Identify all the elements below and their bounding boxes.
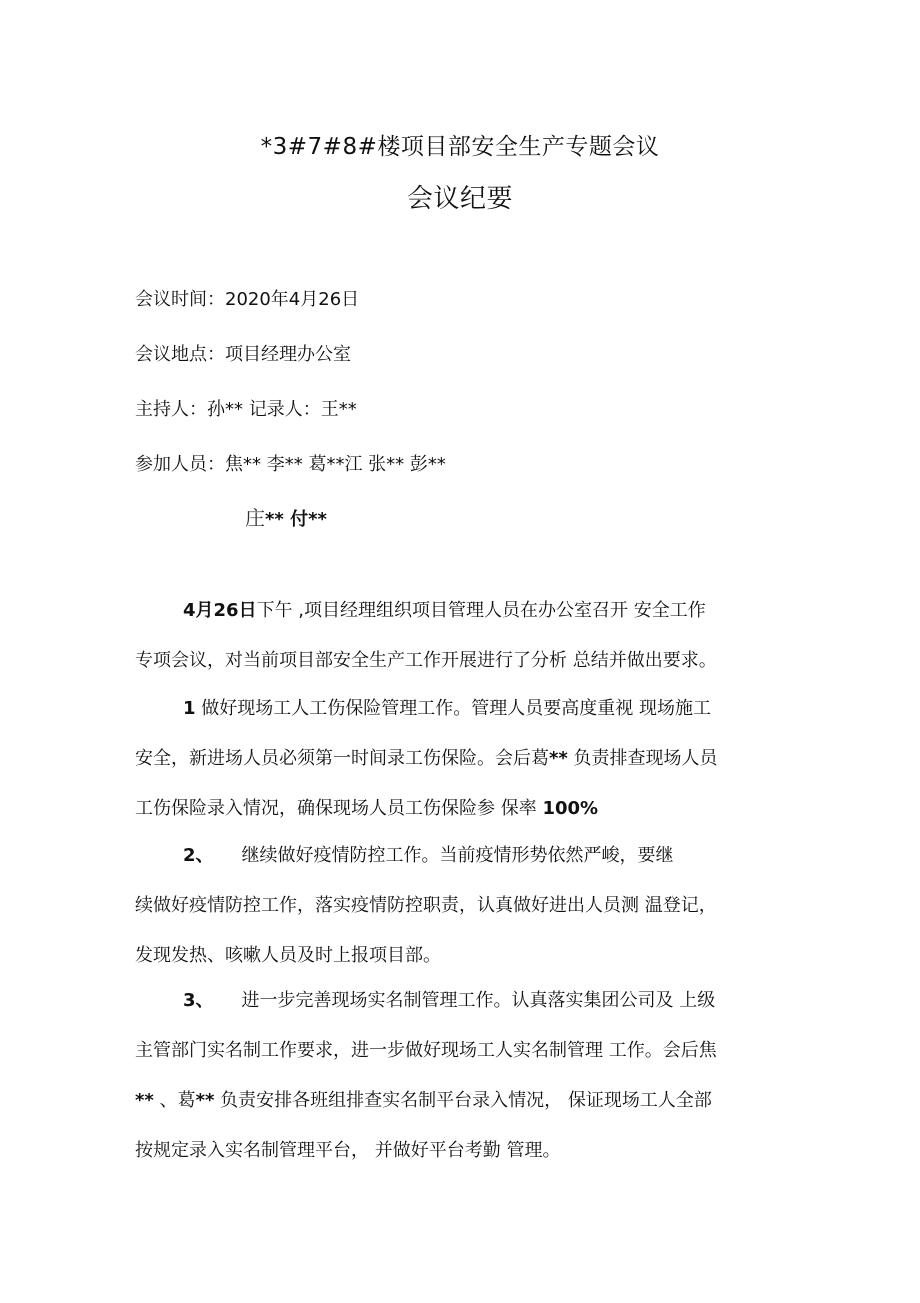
item-3-line3-bold-a: ** bbox=[135, 1090, 154, 1111]
item-3-line2: 主管部门实名制工作要求，进一步做好现场工人实名制管理 工作。会后焦 bbox=[135, 1040, 717, 1061]
attendees-continued-a: 庄 bbox=[245, 506, 265, 530]
item-3-line3-mid: 、葛 bbox=[153, 1090, 196, 1111]
item-2-line1: 继续做好疫情防控工作。当前疫情形势依然严峻，要继 bbox=[241, 845, 674, 866]
intro-line2: 专项会议，对当前项目部安全生产工作开展进行了分析 总结并做出要求。 bbox=[135, 650, 717, 671]
item-2-number: 2、 bbox=[183, 845, 214, 866]
meeting-location-label: 会议地点： bbox=[135, 344, 225, 365]
intro-paragraph bbox=[135, 598, 785, 698]
item-3-line3-bold-b: ** bbox=[195, 1090, 215, 1111]
item-2-line2: 续做好疫情防控工作，落实疫情防控职责，认真做好进出人员测 温登记， bbox=[135, 895, 717, 916]
attendees-label: 参加人员： bbox=[135, 454, 225, 475]
intro-line1: 下午 ,项目经理组织项目管理人员在办公室召开 安全工作 bbox=[256, 600, 706, 621]
meeting-time-label: 会议时间： bbox=[135, 289, 225, 310]
item-1 bbox=[135, 696, 785, 846]
meeting-time-value: 2020年4月26日 bbox=[225, 289, 360, 310]
document-title: *3#7#8#楼项目部安全生产专题会议 bbox=[260, 134, 660, 160]
item-2-line3: 发现发热、咳嗽人员及时上报项目部。 bbox=[135, 945, 441, 966]
attendees-list: 焦** 李** 葛**江 张** 彭** bbox=[225, 454, 446, 475]
item-1-line1: 做好现场工人工伤保险管理工作。管理人员要高度重视 现场施工 bbox=[201, 698, 711, 719]
attendees-continued-b: ** 付** bbox=[265, 509, 327, 530]
item-3-line1: 进一步完善现场实名制管理工作。认真落实集团公司及 上级 bbox=[241, 990, 716, 1011]
attendees-continued bbox=[245, 502, 327, 531]
host-label: 主持人： bbox=[135, 399, 207, 420]
item-3 bbox=[135, 988, 785, 1188]
document-subtitle: 会议纪要 bbox=[406, 184, 513, 214]
attendees bbox=[135, 450, 446, 476]
item-1-rate: 100% bbox=[542, 798, 599, 819]
recorder-label: 记录人： bbox=[248, 399, 321, 420]
intro-date: 4月26日 bbox=[183, 600, 257, 621]
item-1-line2-bold: ** bbox=[549, 748, 568, 769]
meeting-location-value: 项目经理办公室 bbox=[225, 344, 351, 365]
host-recorder bbox=[135, 395, 357, 421]
recorder-value: 王** bbox=[320, 399, 357, 420]
item-3-line3-tail: 负责安排各班组排查实名制平台录入情况， 保证现场工人全部 bbox=[214, 1090, 712, 1111]
item-1-line2: 安全，新进场人员必须第一时间录工伤保险。会后葛 bbox=[135, 748, 549, 769]
host-value: 孙** bbox=[207, 399, 243, 420]
item-1-number: 1 bbox=[183, 698, 196, 719]
item-1-line3: 工伤保险录入情况，确保现场人员工伤保险参 保率 bbox=[135, 798, 543, 819]
meeting-time bbox=[135, 285, 359, 311]
item-3-line4: 按规定录入实名制管理平台， 并做好平台考勤 管理。 bbox=[135, 1140, 561, 1161]
item-1-line2-tail: 负责排查现场人员 bbox=[567, 748, 718, 769]
item-2 bbox=[135, 843, 785, 993]
item-3-number: 3、 bbox=[183, 990, 214, 1011]
meeting-location bbox=[135, 340, 351, 366]
